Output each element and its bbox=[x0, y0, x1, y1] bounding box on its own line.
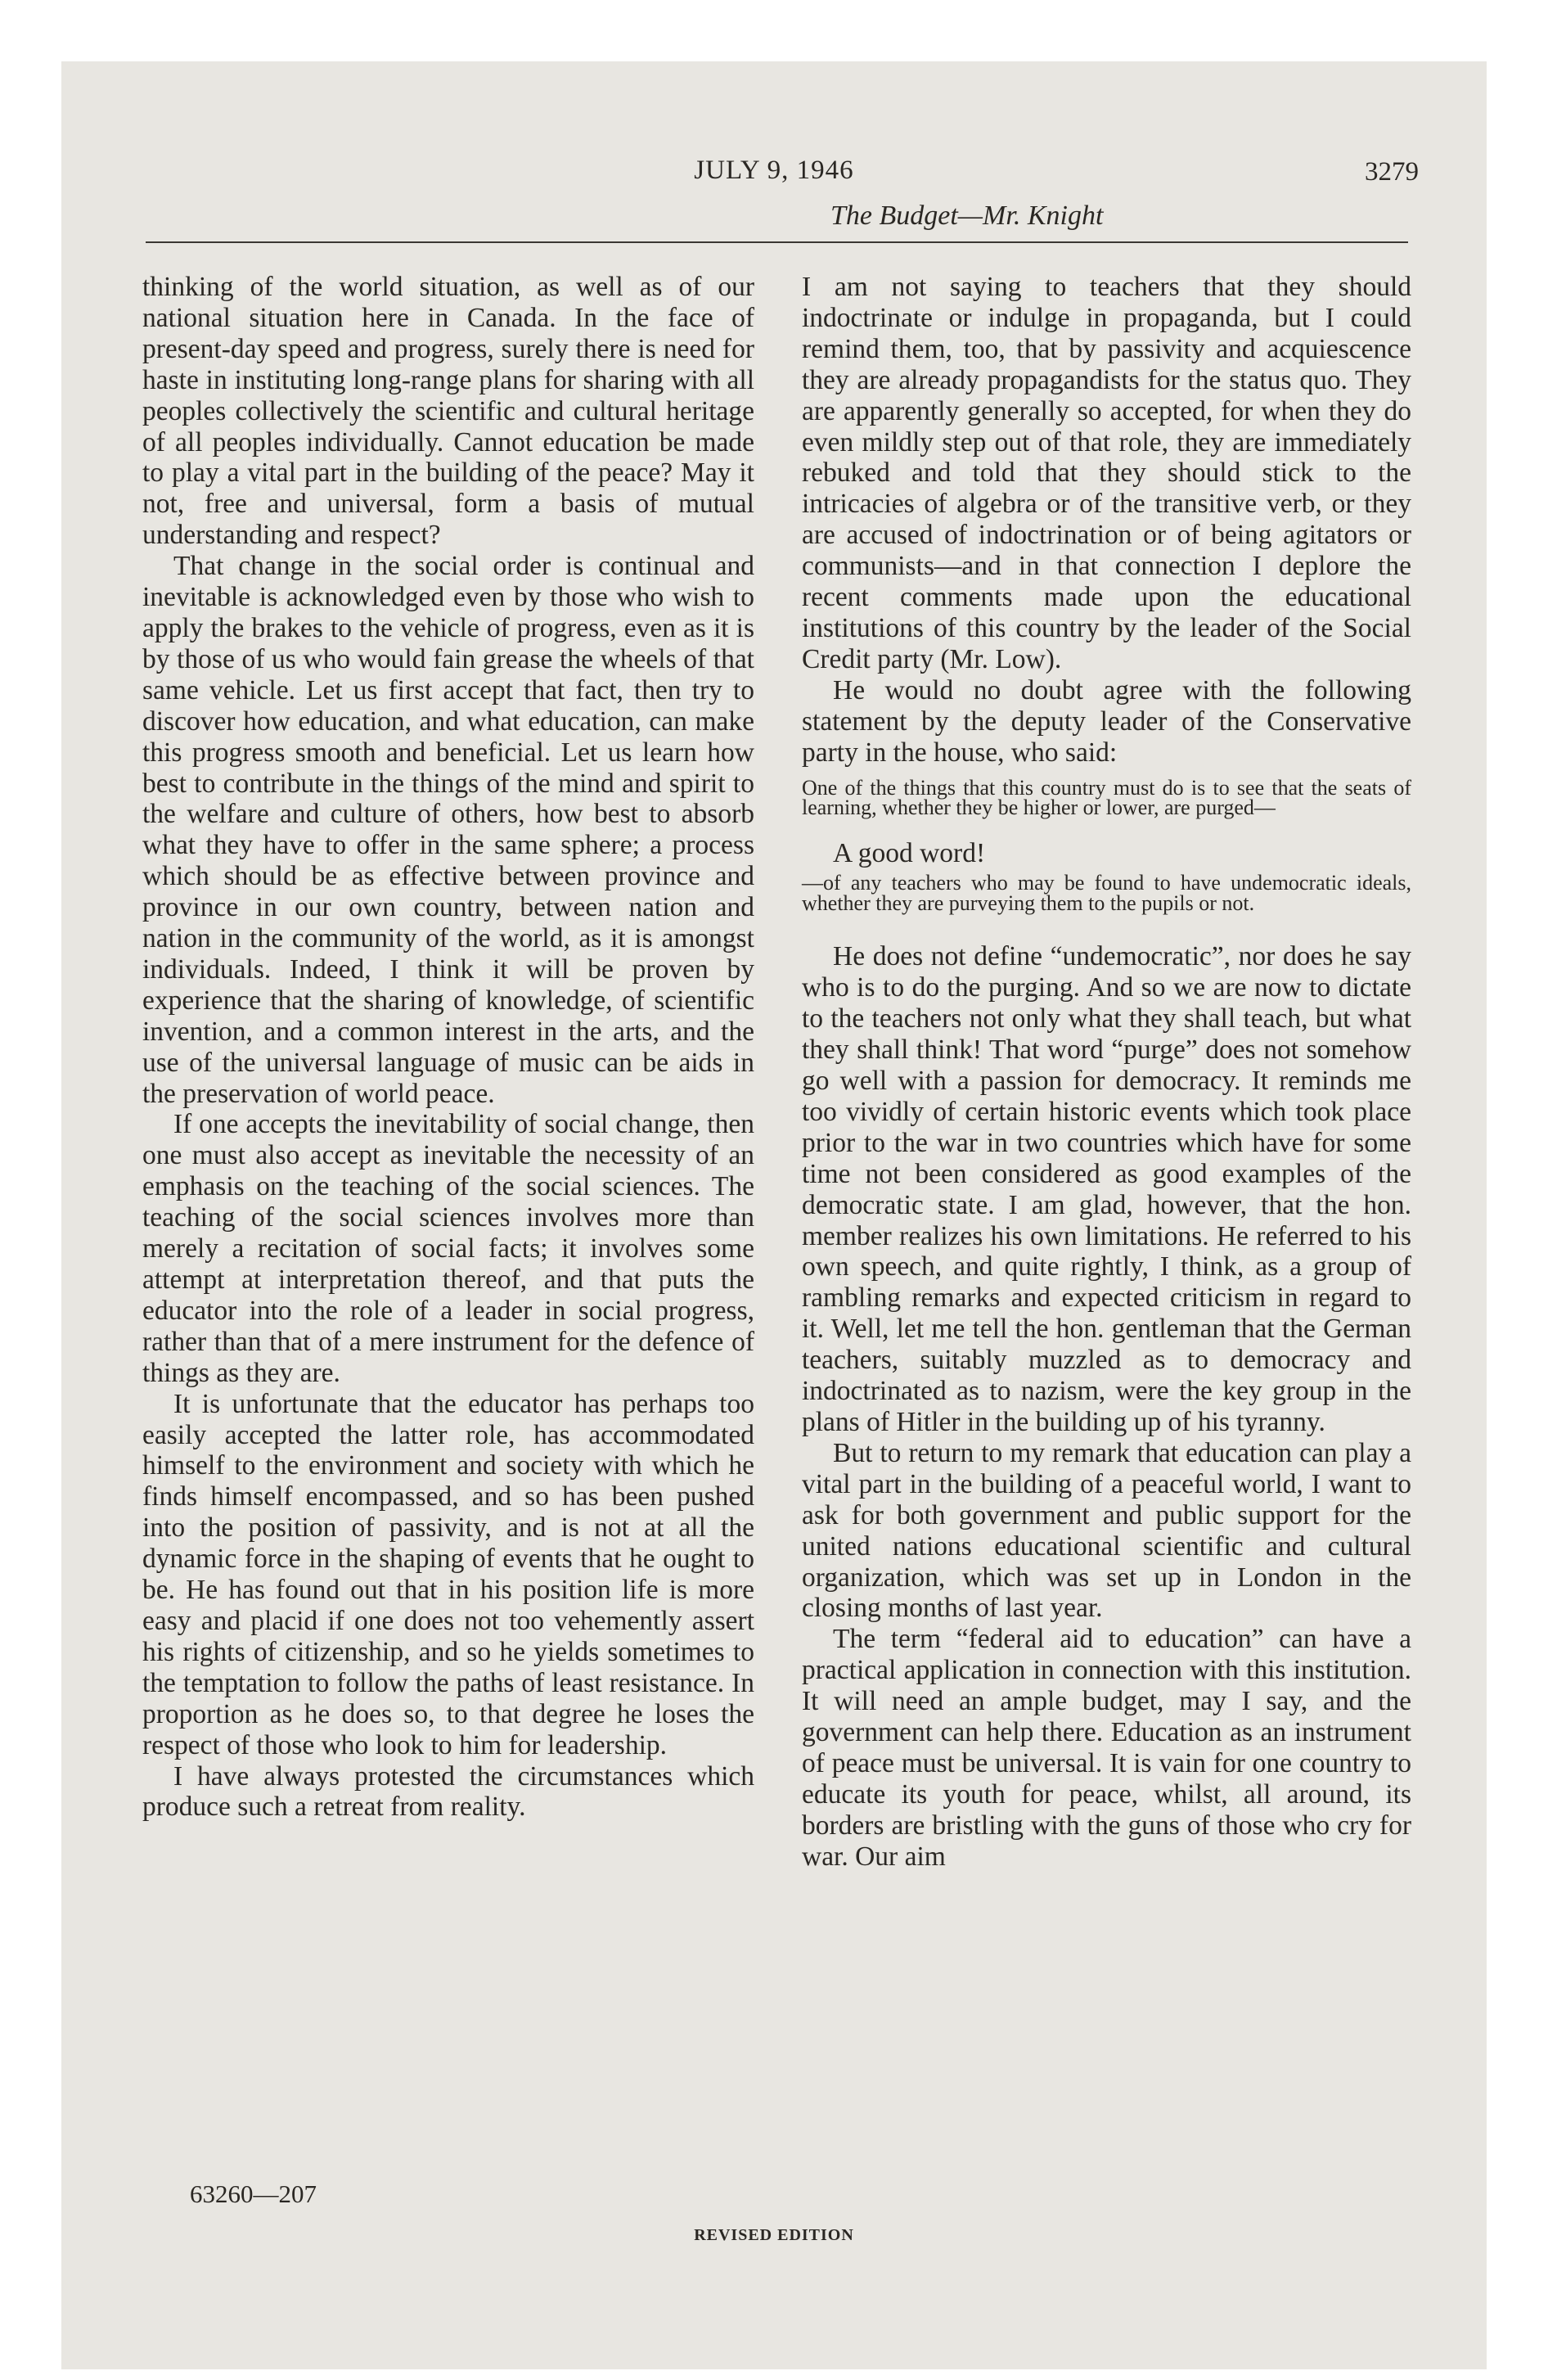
running-head: The Budget—Mr. Knight bbox=[830, 201, 1104, 231]
header-rule bbox=[146, 241, 1408, 243]
paragraph: But to return to my remark that education can play a vital part in the building of a peaceful world, I want to ask for both government and public support for the united nations educational scientific and cultural organization, which was set up in London in the closing months of last year. bbox=[802, 1437, 1411, 1624]
block-quote: —of any teachers who may be found to have undemocratic ideals, whether they are purveying them to the pupils or not. bbox=[802, 871, 1411, 915]
issue-date: JULY 9, 1946 bbox=[694, 156, 854, 185]
print-slug: 63260—207 bbox=[190, 2179, 317, 2208]
edition-label: REVISED EDITION bbox=[694, 2226, 854, 2244]
left-column bbox=[142, 272, 754, 1823]
right-column bbox=[802, 272, 1411, 1873]
paragraph: I am not saying to teachers that they should indoctrinate or indulge in propaganda, but I could remind them, too, that by passivity and acquiescence they are already propagandists for the status quo. They are apparently generally so accepted, for when they do even mildly step out of that role, they are immediately rebuked and told that they should stick to the intricacies of algebra or of the transitive verb, or they are accused of indoctrination or of being agitators or communists—and in that connection I deplore the recent comments made upon the educational institutions of this country by the leader of the Social Credit party (Mr. Low). bbox=[802, 272, 1411, 674]
paragraph: He would no doubt agree with the following statement by the deputy leader of the Conservative party in the house, who said: bbox=[802, 674, 1411, 768]
page-number: 3279 bbox=[1365, 157, 1419, 187]
paragraph: It is unfortunate that the educator has perhaps too easily accepted the latter role, has accommodated himself to the environment and society with which he finds himself encompassed, and so has been pushed into the position of passivity, and is not at all the dynamic force in the shaping of events that he ought to be. He has found out that in his position life is more easy and placid if one does not too vehemently assert his rights of citizenship, and so he yields sometimes to the temptation to follow the paths of least resistance. In proportion as he does so, to that degree he loses the respect of those who look to him for leadership. bbox=[142, 1388, 754, 1760]
paragraph: thinking of the world situation, as well as of our national situation here in Canada. In the face of present-day speed and progress, surely there is need for haste in instituting long-range plans for sharing with all peoples collectively the scientific and cultural heritage of all peoples individually. Cannot education be made to play a vital part in the building of the peace? May it not, free and universal, form a basis of mutual understanding and respect? bbox=[142, 272, 754, 551]
paragraph: If one accepts the inevitability of social change, then one must also accept as inevitable the necessity of an emphasis on the teaching of the social sciences. The teaching of the social sciences involves more than merely a recitation of social facts; it involves some attempt at interpretation thereof, and that puts the educator into the role of a leader in social progress, rather than that of a mere instrument for the defence of things as they are. bbox=[142, 1109, 754, 1388]
paragraph: A good word! bbox=[833, 837, 986, 868]
paragraph: I have always protested the circumstances which produce such a retreat from reality. bbox=[142, 1760, 754, 1823]
paragraph: The term “federal aid to education” can have a practical application in connection with this institution. It will need an ample budget, may I say, and the government can help there. Education as an instrument of peace must be universal. It is vain for one country to educate its youth for peace, whilst, all around, its borders are bristling with the guns of those who cry for war. Our aim bbox=[802, 1624, 1411, 1872]
paragraph: That change in the social order is continual and inevitable is acknowledged even by those who wish to apply the brakes to the vehicle of progress, even as it is by those of us who would fain grease the wheels of that same vehicle. Let us first accept that fact, then try to discover how education, and what education, can make this progress smooth and beneficial. Let us learn how best to contribute in the things of the mind and spirit to the welfare and culture of others, how best to absorb what they have to offer in the same sphere; a process which should be as effective between province and province in our own country, between nation and nation in the community of the world, as it is amongst individuals. Indeed, I think it will be proven by experience that the sharing of knowledge, of scientific invention, and a common interest in the arts, and the use of the universal language of music can be aids in the preservation of world peace. bbox=[142, 551, 754, 1109]
paragraph: He does not define “undemocratic”, nor does he say who is to do the purging. And so we are now to dictate to the teachers not only what they shall teach, but what they shall think! That word “purge” does not somehow go well with a passion for democracy. It reminds me too vividly of certain historic events which took place prior to the war in two countries which have for some time not been considered as good examples of the democratic state. I am glad, however, that the hon. member realizes his own limitations. He referred to his own speech, and quite rightly, I think, as a group of rambling remarks and expected criticism in regard to it. Well, let me tell the hon. gentleman that the German teachers, suitably muzzled as to democracy and indoctrinated as to nazism, were the key group in the plans of Hitler in the building up of his tyranny. bbox=[802, 941, 1411, 1437]
block-quote: One of the things that this country must do is to see that the seats of learning, whether they be higher or lower, are purged— bbox=[802, 775, 1411, 819]
